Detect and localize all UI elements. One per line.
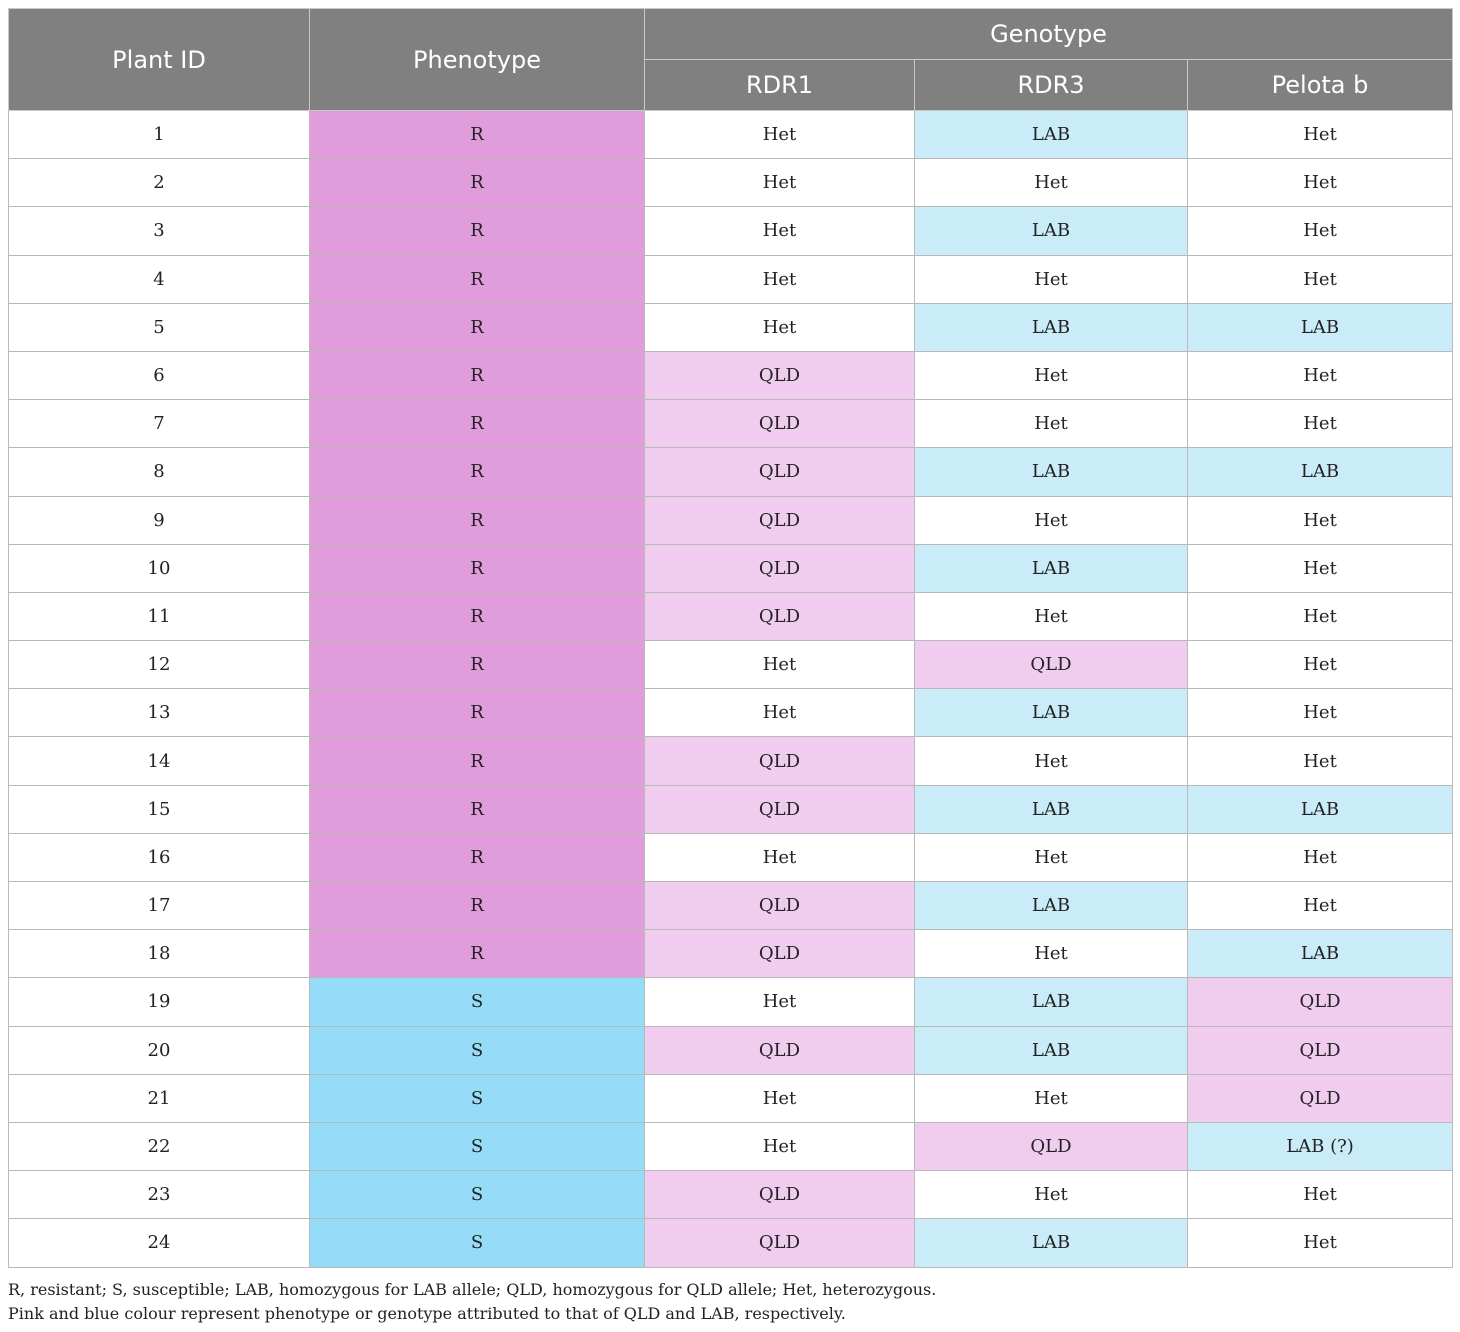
cell-phenotype: R [310,882,645,930]
cell-pelota: Het [1188,1171,1453,1219]
cell-plant-id: 11 [9,592,310,640]
table-footnotes [8,1278,1452,1326]
cell-plant-id: 4 [9,255,310,303]
cell-pelota: Het [1188,882,1453,930]
cell-phenotype: R [310,592,645,640]
cell-phenotype: S [310,1171,645,1219]
cell-pelota: Het [1188,592,1453,640]
cell-rdr3: Het [915,1171,1188,1219]
cell-rdr3: Het [915,930,1188,978]
table-row [9,111,1453,159]
cell-plant-id: 1 [9,111,310,159]
table-row [9,930,1453,978]
cell-pelota: QLD [1188,978,1453,1026]
cell-rdr3: Het [915,255,1188,303]
cell-rdr3: LAB [915,303,1188,351]
cell-rdr1: Het [645,111,915,159]
cell-plant-id: 24 [9,1219,310,1267]
cell-pelota: LAB [1188,785,1453,833]
cell-phenotype: R [310,930,645,978]
cell-plant-id: 10 [9,544,310,592]
genotype-table-container [8,8,1452,1326]
cell-plant-id: 19 [9,978,310,1026]
cell-rdr3: LAB [915,1026,1188,1074]
cell-plant-id: 12 [9,641,310,689]
cell-rdr1: Het [645,159,915,207]
cell-phenotype: R [310,641,645,689]
table-row [9,1074,1453,1122]
cell-phenotype: R [310,255,645,303]
table-body [9,111,1453,1268]
cell-plant-id: 7 [9,400,310,448]
cell-rdr1: QLD [645,930,915,978]
table-row [9,496,1453,544]
cell-rdr3: LAB [915,978,1188,1026]
cell-rdr1: Het [645,689,915,737]
cell-pelota: Het [1188,111,1453,159]
cell-plant-id: 15 [9,785,310,833]
cell-plant-id: 22 [9,1122,310,1170]
table-row [9,1171,1453,1219]
cell-rdr3: LAB [915,785,1188,833]
cell-rdr3: Het [915,496,1188,544]
cell-plant-id: 23 [9,1171,310,1219]
cell-pelota: Het [1188,400,1453,448]
cell-pelota: QLD [1188,1026,1453,1074]
cell-rdr1: QLD [645,1171,915,1219]
header-plant-id: Plant ID [9,9,310,111]
cell-plant-id: 13 [9,689,310,737]
table-row [9,641,1453,689]
cell-rdr3: Het [915,159,1188,207]
cell-pelota: Het [1188,833,1453,881]
header-pelota: Pelota b [1188,60,1453,111]
cell-rdr3: Het [915,351,1188,399]
cell-phenotype: R [310,400,645,448]
cell-rdr1: QLD [645,785,915,833]
cell-pelota: Het [1188,641,1453,689]
cell-rdr1: Het [645,978,915,1026]
table-row [9,1026,1453,1074]
cell-rdr3: Het [915,400,1188,448]
cell-plant-id: 3 [9,207,310,255]
cell-rdr3: Het [915,737,1188,785]
cell-phenotype: S [310,1122,645,1170]
cell-pelota: LAB [1188,303,1453,351]
table-row [9,785,1453,833]
cell-pelota: Het [1188,689,1453,737]
cell-pelota: Het [1188,544,1453,592]
table-row [9,1122,1453,1170]
table-row [9,978,1453,1026]
cell-rdr1: QLD [645,351,915,399]
cell-rdr3: LAB [915,689,1188,737]
header-rdr1: RDR1 [645,60,915,111]
table-row [9,303,1453,351]
cell-plant-id: 8 [9,448,310,496]
cell-rdr1: Het [645,303,915,351]
cell-plant-id: 20 [9,1026,310,1074]
cell-rdr3: QLD [915,641,1188,689]
cell-rdr1: Het [645,207,915,255]
cell-rdr1: QLD [645,592,915,640]
footnote-abbreviations: R, resistant; S, susceptible; LAB, homozygous for LAB allele; QLD, homozygous for QLD allele; Het, heterozygous. [8,1279,937,1299]
cell-plant-id: 2 [9,159,310,207]
cell-pelota: LAB (?) [1188,1122,1453,1170]
cell-pelota: Het [1188,496,1453,544]
cell-rdr3: LAB [915,448,1188,496]
cell-phenotype: S [310,978,645,1026]
cell-pelota: LAB [1188,930,1453,978]
cell-phenotype: R [310,737,645,785]
table-row [9,544,1453,592]
cell-pelota: QLD [1188,1074,1453,1122]
cell-rdr3: LAB [915,207,1188,255]
cell-rdr1: Het [645,833,915,881]
cell-phenotype: R [310,159,645,207]
cell-phenotype: R [310,448,645,496]
cell-rdr1: QLD [645,448,915,496]
table-row [9,689,1453,737]
cell-rdr1: QLD [645,496,915,544]
cell-rdr1: Het [645,641,915,689]
cell-phenotype: R [310,207,645,255]
table-row [9,833,1453,881]
cell-plant-id: 14 [9,737,310,785]
cell-plant-id: 17 [9,882,310,930]
table-row [9,159,1453,207]
cell-rdr1: Het [645,1122,915,1170]
table-row [9,737,1453,785]
cell-phenotype: R [310,351,645,399]
table-row [9,400,1453,448]
cell-plant-id: 5 [9,303,310,351]
cell-plant-id: 9 [9,496,310,544]
cell-pelota: LAB [1188,448,1453,496]
cell-rdr1: QLD [645,737,915,785]
cell-rdr1: Het [645,1074,915,1122]
cell-plant-id: 6 [9,351,310,399]
table-row [9,882,1453,930]
cell-rdr1: QLD [645,882,915,930]
cell-pelota: Het [1188,207,1453,255]
cell-phenotype: S [310,1026,645,1074]
table-row [9,1219,1453,1267]
table-row [9,592,1453,640]
cell-rdr3: QLD [915,1122,1188,1170]
table-row [9,351,1453,399]
cell-phenotype: R [310,111,645,159]
cell-rdr3: LAB [915,544,1188,592]
header-phenotype: Phenotype [310,9,645,111]
genotype-table [8,8,1453,1268]
header-genotype: Genotype [645,9,1453,60]
cell-rdr1: Het [645,255,915,303]
cell-pelota: Het [1188,159,1453,207]
cell-phenotype: R [310,544,645,592]
table-header [9,9,1453,111]
cell-pelota: Het [1188,1219,1453,1267]
cell-rdr1: QLD [645,400,915,448]
cell-rdr1: QLD [645,544,915,592]
cell-phenotype: R [310,785,645,833]
cell-rdr3: LAB [915,111,1188,159]
cell-phenotype: R [310,496,645,544]
cell-rdr1: QLD [645,1219,915,1267]
cell-rdr3: Het [915,833,1188,881]
cell-plant-id: 16 [9,833,310,881]
table-row [9,207,1453,255]
cell-pelota: Het [1188,351,1453,399]
cell-phenotype: R [310,303,645,351]
cell-rdr1: QLD [645,1026,915,1074]
cell-phenotype: R [310,689,645,737]
cell-pelota: Het [1188,255,1453,303]
cell-rdr3: LAB [915,1219,1188,1267]
header-rdr3: RDR3 [915,60,1188,111]
cell-phenotype: S [310,1074,645,1122]
table-row [9,448,1453,496]
cell-plant-id: 21 [9,1074,310,1122]
cell-rdr3: Het [915,1074,1188,1122]
cell-rdr3: LAB [915,882,1188,930]
cell-pelota: Het [1188,737,1453,785]
cell-rdr3: Het [915,592,1188,640]
cell-plant-id: 18 [9,930,310,978]
cell-phenotype: R [310,833,645,881]
table-row [9,255,1453,303]
cell-phenotype: S [310,1219,645,1267]
footnote-colour-legend: Pink and blue colour represent phenotype or genotype attributed to that of QLD and LAB, respectively. [8,1303,846,1323]
